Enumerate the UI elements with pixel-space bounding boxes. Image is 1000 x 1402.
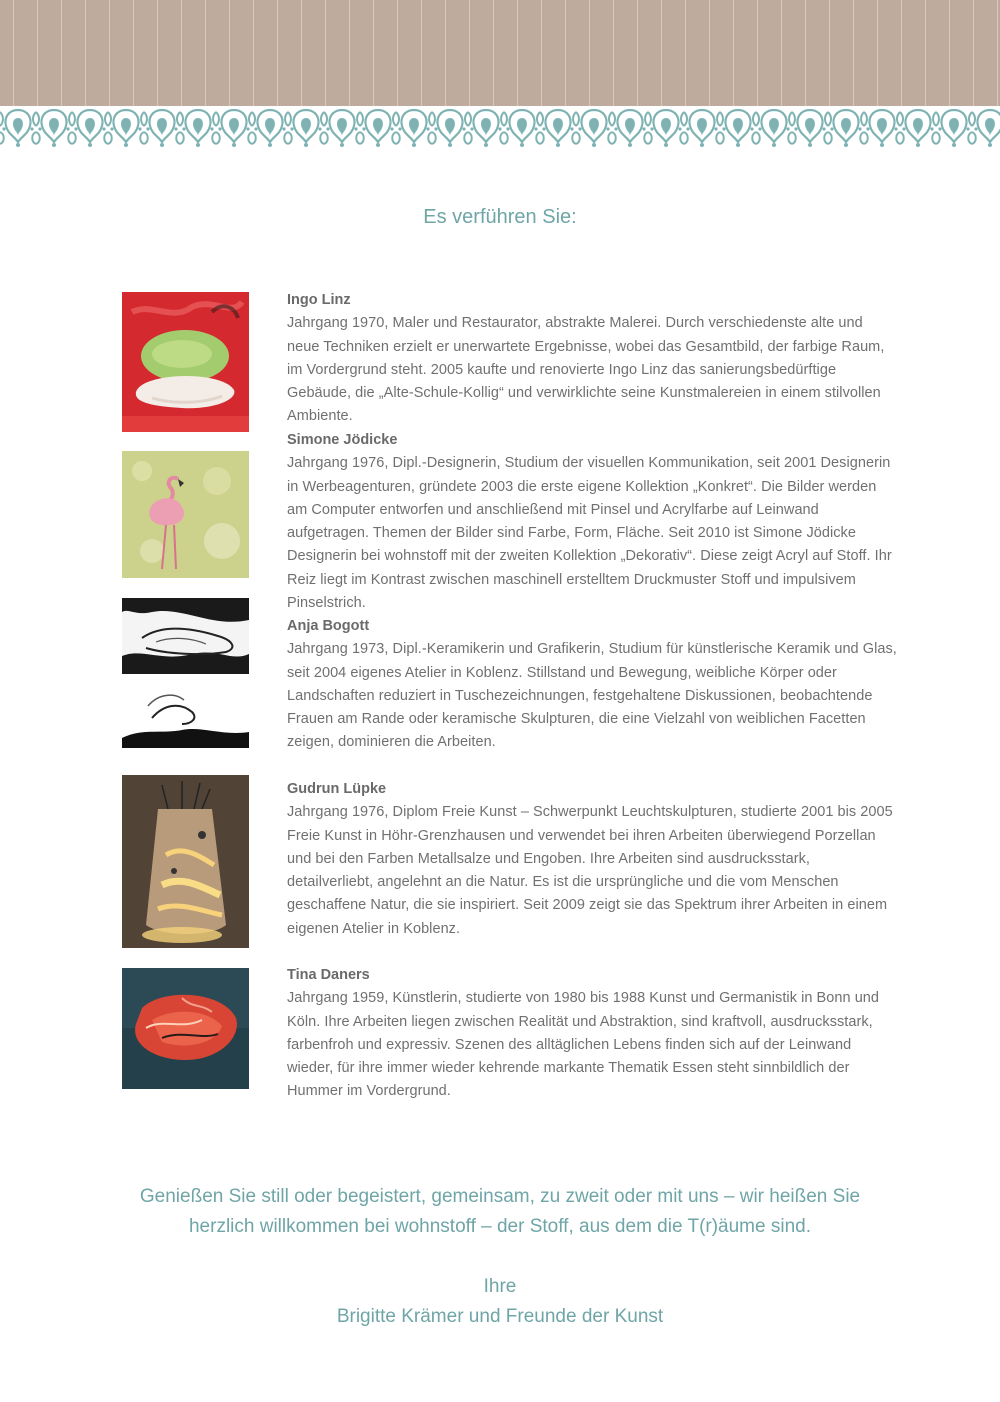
closing-line-1: Genießen Sie still oder begeistert, gemeinsam, zu zweit oder mit uns – wir heißen Sie	[139, 1186, 861, 1207]
artwork-ingo-linz	[122, 292, 249, 432]
closing-salutation: Ihre	[483, 1276, 517, 1297]
closing-signature: Brigitte Krämer und Freunde der Kunst	[336, 1306, 664, 1327]
artist-name: Ingo Linz	[287, 292, 351, 308]
artwork-anja-bogott-2	[122, 684, 249, 748]
closing-line-2: herzlich willkommen bei wohnstoff – der Stoff, aus dem die T(r)äume sind.	[188, 1216, 811, 1237]
artist-entry-ingo-linz	[287, 289, 897, 429]
artist-name: Anja Bogott	[287, 618, 370, 634]
artist-entry-simone-joedicke	[287, 429, 897, 615]
artist-bio: Jahrgang 1976, Diplom Freie Kunst – Schwerpunkt Leuchtskulpturen, studierte 2001 bis 2005 Freie Kunst in Höhr-Grenzhausen und verwendet bei ihren Arbeiten überwiegend Porzellan und bei den Farben Metallsalze und Engoben. Ihre Arbeiten sind ausdrucksstark, detailverliebt, angelehnt an die Natur. Es ist die ursprüngliche und die vom Menschen geschaffene Natur, die sie inspiriert. Seit 2009 zeigt sie das Spektrum ihrer Arbeiten in einem eigenen Atelier in Koblenz.	[287, 804, 893, 937]
artist-name: Gudrun Lüpke	[287, 781, 387, 797]
header-stripe-band	[0, 0, 1000, 108]
artwork-simone-joedicke	[122, 451, 249, 578]
artist-name: Simone Jödicke	[287, 432, 398, 448]
artwork-anja-bogott-1	[122, 598, 249, 674]
artist-entry-gudrun-luepke	[287, 778, 897, 941]
artist-name: Tina Daners	[287, 967, 370, 983]
artist-bio: Jahrgang 1973, Dipl.-Keramikerin und Grafikerin, Studium für künstlerische Keramik und Glas, seit 2004 eigenes Atelier in Koblenz. Stillstand und Bewegung, weibliche Körper oder Landschaften reduziert in Tuschezeichnungen, festgehaltene Diskussionen, beobachtende Frauen am Rande oder keramische Skulpturen, die eine Vielzahl von weiblichen Facetten zeigen, dominieren die Arbeiten.	[287, 641, 897, 751]
artist-entry-anja-bogott	[287, 615, 897, 755]
page-heading: Es verführen Sie:	[423, 206, 577, 228]
artist-bio: Jahrgang 1959, Künstlerin, studierte von 1980 bis 1988 Kunst und Germanistik in Bonn und Köln. Ihre Arbeiten liegen zwischen Realität und Abstraktion, sind kraftvoll, ausdrucksstark, farbenfroh und expressiv. Szenen des alltäglichen Lebens finden sich auf der Leinwand wieder, für ihre immer wieder kehrende markante Thematik Essen steht sinnbildlich der Hummer im Vordergrund.	[287, 990, 880, 1100]
artwork-tina-daners	[122, 968, 249, 1089]
artist-entry-tina-daners	[287, 964, 897, 1104]
artist-bio: Jahrgang 1970, Maler und Restaurator, abstrakte Malerei. Durch verschiedenste alte und neue Techniken erzielt er unerwartete Ergebnisse, wobei das Gesamtbild, der farbige Raum, im Vordergrund steht. 2005 kaufte und renovierte Ingo Linz das sanierungsbedürftige Gebäude, die „Alte-Schule-Kollig“ und verwirklichte seine Kunstmalereien in einem stilvollen Ambiente.	[287, 315, 885, 425]
artist-bio: Jahrgang 1976, Dipl.-Designerin, Studium der visuellen Kommunikation, seit 2001 Designerin in Werbeagenturen, gründete 2003 die erste eigene Kollektion „Konkret“. Die Bilder werden am Computer entworfen und anschließend mit Pinsel und Acrylfarbe auf Leinwand aufgetragen. Themen der Bilder sind Farbe, Form, Fläche. Seit 2010 ist Simone Jödicke Designerin bei wohnstoff mit der zweiten Kollektion „Dekorativ“. Diese zeigt Acryl auf Stoff. Ihr Reiz liegt im Kontrast zwischen maschinell erstelltem Druckmuster Stoff und impulsivem Pinselstrich.	[287, 455, 892, 612]
artwork-gudrun-luepke	[122, 775, 249, 948]
ornament-pattern	[0, 106, 1000, 148]
ornament-border	[0, 106, 1000, 148]
